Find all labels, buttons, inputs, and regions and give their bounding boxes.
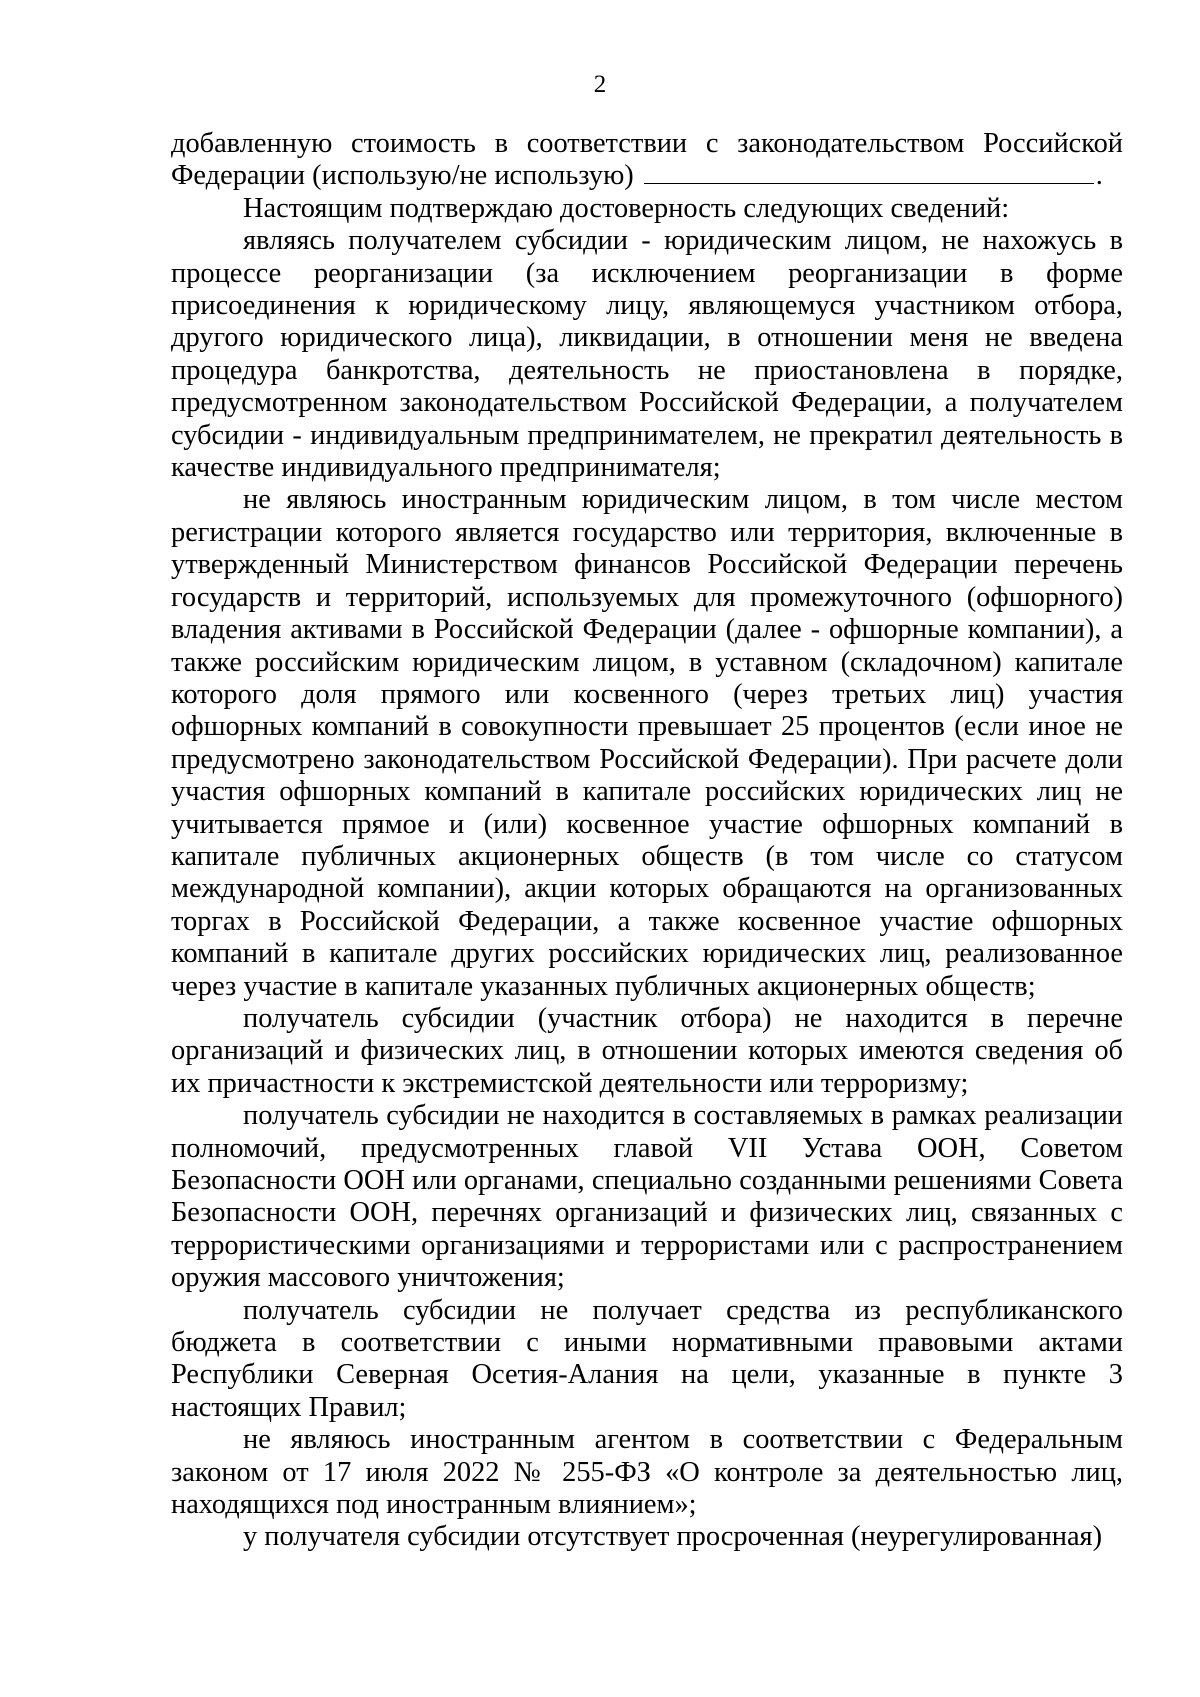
paragraph-un-sanctions-statement: получатель субсидии не находится в составляемых в рамках реализации полномочий, предусмотренных главой VII Устава ООН, Советом Безопасности ООН или органами, специально созданными решениями Совета Безопасности ООН, перечнях организаций и физических лиц, связанных с террористическими организациями и террористами или с распространением оружия массового уничтожения; (171, 1100, 1123, 1294)
paragraph-foreign-agent-statement: не являюсь иностранным агентом в соответствии с Федеральным законом от 17 июля 2022 № 255-ФЗ «О контроле за деятельностью лиц, находящихся под иностранным влиянием»; (171, 1424, 1123, 1521)
paragraph-text: добавленную стоимость в соответствии с законодательством Российской Федерации (использую/не использую) (171, 128, 1123, 192)
paragraph-text-end: . (1095, 160, 1103, 192)
paragraph-vat-usage (171, 128, 1123, 193)
paragraph-reorganization-statement: являясь получателем субсидии - юридическим лицом, не нахожусь в процессе реорганизации (за исключением реорганизации в форме присоединения к юридическому лицу, являющемуся участником отбора, другого юридического лица), ликвидации, в отношении меня не введена процедура банкротства, деятельность не приостановлена в порядке, предусмотренном законодательством Российской Федерации, а получателем субсидии - индивидуальным предпринимателем, не прекратил деятельность в качестве индивидуального предпринимателя; (171, 225, 1123, 484)
paragraph-offshore-statement: не являюсь иностранным юридическим лицом, в том числе местом регистрации которого является государство или территория, включенные в утвержденный Министерством финансов Российской Федерации перечень государств и территорий, используемых для промежуточного (офшорного) владения активами в Российской Федерации (далее - офшорные компании), а также российским юридическим лицом, в уставном (складочном) капитале которого доля прямого или косвенного (через третьих лиц) участия офшорных компаний в совокупности превышает 25 процентов (если иное не предусмотрено законодательством Российской Федерации). При расчете доли участия офшорных компаний в капитале российских юридических лиц не учитывается прямое и (или) косвенное участие офшорных компаний в капитале публичных акционерных обществ (в том числе со статусом международной компании), акции которых обращаются на организованных торгах в Российской Федерации, а также косвенное участие офшорных компаний в капитале других российских юридических лиц, реализованное через участие в капитале указанных публичных акционерных обществ; (171, 484, 1123, 1002)
page-number: 2 (593, 71, 607, 98)
fill-in-blank-line (644, 161, 1094, 184)
paragraph-republican-budget-statement: получатель субсидии не получает средства из республиканского бюджета в соответствии с иными нормативными правовыми актами Республики Северная Осетия-Алания на цели, указанные в пункте 3 настоящих Правил; (171, 1294, 1123, 1423)
paragraph-extremism-list-statement: получатель субсидии (участник отбора) не находится в перечне организаций и физических лиц, в отношении которых имеются сведения об их причастности к экстремистской деятельности или терроризму; (171, 1002, 1123, 1099)
document-body (171, 128, 1123, 1554)
paragraph-confirmation-intro: Настоящим подтверждаю достоверность следующих сведений: (243, 192, 1010, 224)
paragraph-overdue-debt-statement: у получателя субсидии отсутствует просроченная (неурегулированная) (243, 1521, 1103, 1553)
